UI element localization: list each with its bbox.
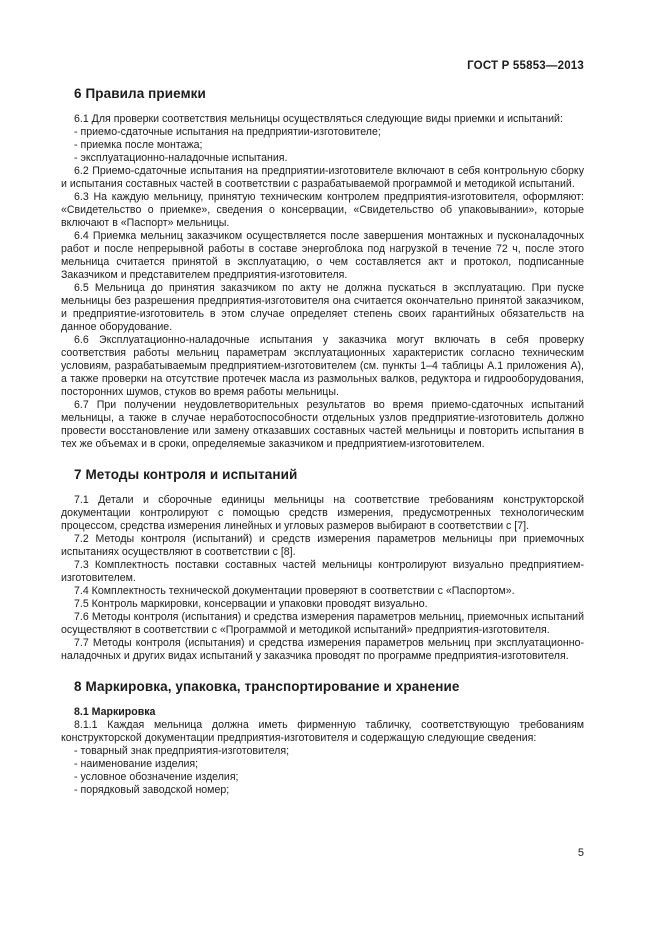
paragraph-7-2: 7.2 Методы контроля (испытаний) и средств измерения параметров мельницы при приемочных испытаниях осуществляют в соответствии с [8]. — [61, 533, 584, 558]
section-8-title: 8 Маркировка, упаковка, транспортирование и хранение — [74, 679, 460, 694]
list-item: - эксплуатационно-наладочные испытания. — [74, 152, 288, 164]
paragraph-7-7: 7.7 Методы контроля (испытания) и средства измерения параметров мельниц при эксплуатационно-наладочных и других видах испытаний у заказчика проводят по программе предприятия-изготовителя. — [61, 637, 584, 662]
paragraph-6-7: 6.7 При получении неудовлетворительных результатов во время приемо-сдаточных испытаний мельницы, а также в случае неработоспособности отдельных узлов предприятие-изготовитель должно провести восстановление или замену отказавших составных частей мельницы и повторить испытания в тех же объемах и в сроки, определяемые заказчиком и предприятием-изготовителем. — [61, 399, 584, 450]
paragraph-6-3: 6.3 На каждую мельницу, принятую техническим контролем предприятия-изготовителя, оформляют: «Свидетельство о приемке», сведения о консервации, «Свидетельство об упаковывании», которые включают в «Паспорт» мельницы. — [61, 191, 584, 229]
subsection-8-1-title: 8.1 Маркировка — [74, 706, 156, 718]
paragraph-7-5: 7.5 Контроль маркировки, консервации и упаковки проводят визуально. — [74, 598, 428, 610]
list-item: - порядковый заводской номер; — [74, 784, 230, 796]
paragraph-8-1-1: 8.1.1 Каждая мельница должна иметь фирменную табличку, соответствующую требованиям конструкторской документации предприятия-изготовителя и содержащую следующие сведения: — [61, 719, 584, 744]
list-item: - приемка после монтажа; — [74, 139, 203, 151]
section-7-title: 7 Методы контроля и испытаний — [74, 467, 298, 482]
page-number: 5 — [577, 847, 584, 859]
paragraph-7-6: 7.6 Методы контроля (испытания) и средства измерения параметров мельниц, приемочных испытаний осуществляют в соответствии с «Программой и методикой испытаний» предприятия-изготовителя. — [61, 611, 584, 636]
running-header-doc-code: ГОСТ Р 55853—2013 — [467, 60, 584, 72]
list-item: - условное обозначение изделия; — [74, 771, 239, 783]
paragraph-6-6: 6.6 Эксплуатационно-наладочные испытания у заказчика могут включать в себя проверку соответствия работы мельниц параметрам эксплуатационных характеристик согласно техническим условиям, разрабатываемым предприятием-изготовителем (см. пункты 1–4 таблицы А.1 приложения А), а также проверки на отсутствие протечек масла из размольных валков, редуктора и гидрооборудования, посторонних шумов, стуков во время работы мельницы. — [61, 334, 584, 398]
paragraph-6-1: 6.1 Для проверки соответствия мельницы осуществляться следующие виды приемки и испытаний: — [74, 113, 563, 125]
paragraph-7-3: 7.3 Комплектность поставки составных частей мельницы контролируют визуально предприятием-изготовителем. — [61, 559, 584, 584]
list-item: - приемо-сдаточные испытания на предприятии-изготовителе; — [74, 126, 381, 138]
paragraph-6-2: 6.2 Приемо-сдаточные испытания на предприятии-изготовителе включают в себя контрольную сборку и испытания составных частей в соответствии с разрабатываемой программой и методикой испытаний. — [61, 165, 584, 190]
paragraph-6-5: 6.5 Мельница до принятия заказчиком по акту не должна пускаться в эксплуатацию. При пуске мельницы без разрешения предприятия-изготовителя она считается окончательно принятой заказчиком, и предприятие-изготовитель в этом случае определяет степень своих гарантийных обязательств на данное оборудование. — [61, 282, 584, 333]
section-6-title: 6 Правила приемки — [74, 86, 206, 101]
list-item: - наименование изделия; — [74, 758, 199, 770]
list-item: - товарный знак предприятия-изготовителя; — [74, 745, 290, 757]
page-content — [61, 60, 584, 797]
paragraph-6-4: 6.4 Приемка мельниц заказчиком осуществляется после завершения монтажных и пусконаладочных работ и после непрерывной работы в составе энергоблока под нагрузкой в течение 72 ч, после этого мельница считается принятой в эксплуатацию, о чем составляется акт и протокол, подписанные Заказчиком и представителем предприятия-изготовителя. — [61, 230, 584, 281]
paragraph-7-1: 7.1 Детали и сборочные единицы мельницы на соответствие требованиям конструкторской документации контролируют с помощью средств измерения, предусмотренных технологическим процессом, средства измерения линейных и угловых размеров выбирают в соответствии с [7]. — [61, 494, 584, 532]
paragraph-7-4: 7.4 Комплектность технической документации проверяют в соответствии с «Паспортом». — [74, 585, 515, 597]
